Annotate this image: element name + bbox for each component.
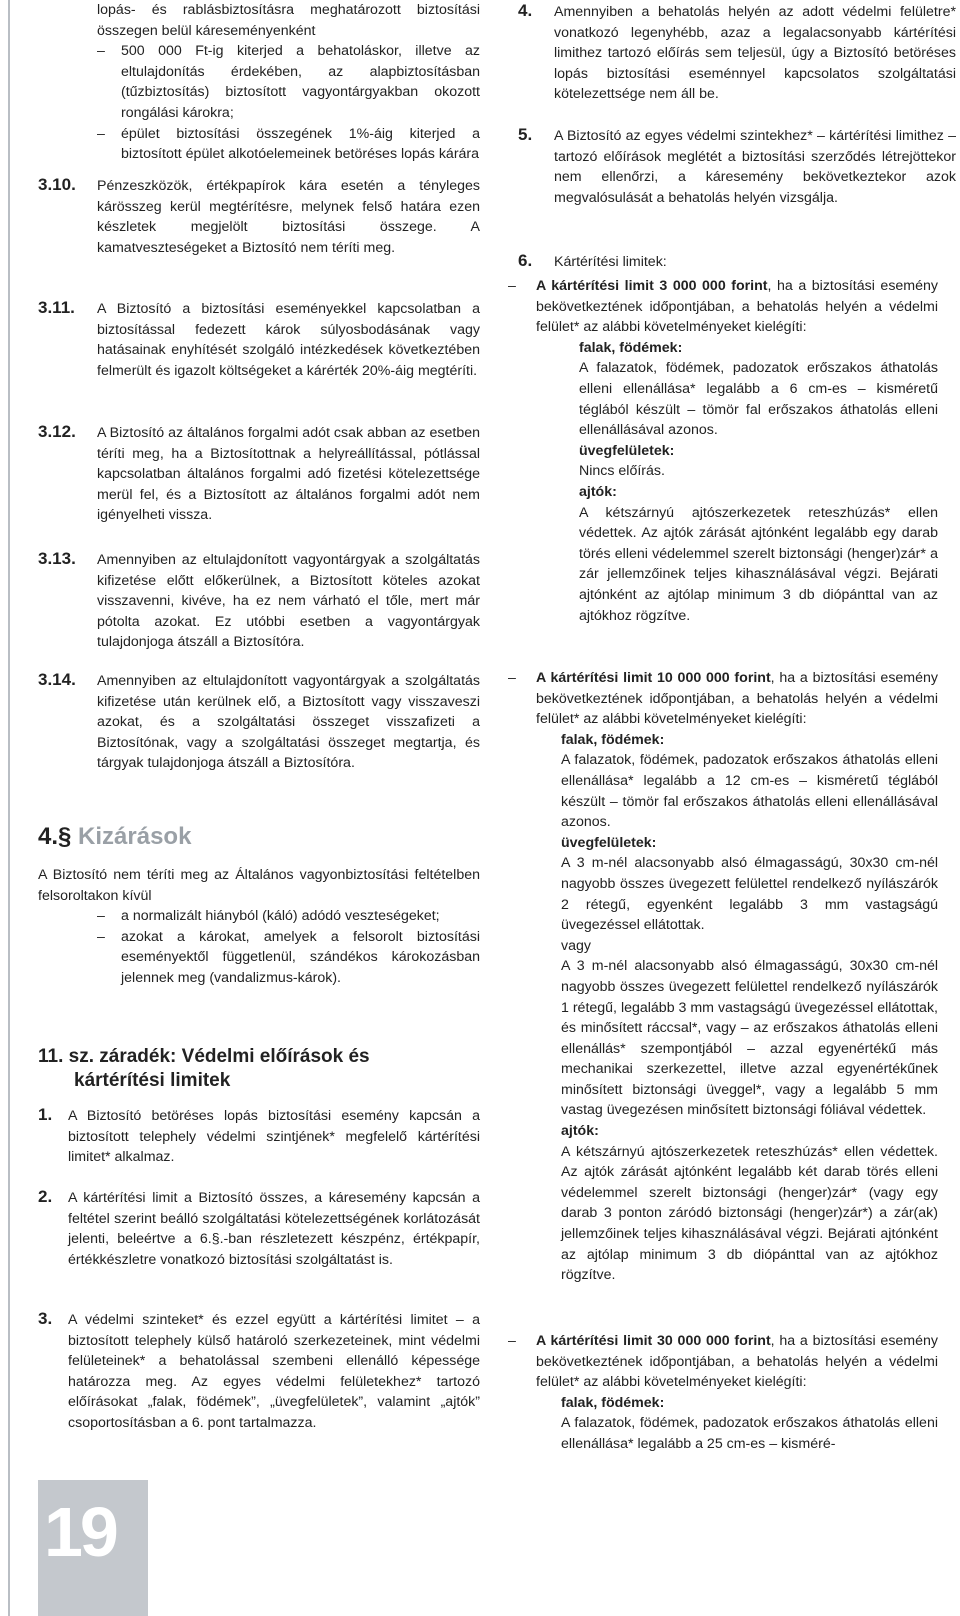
clause-item-3 (38, 1310, 480, 1434)
clause-item-5 (518, 125, 956, 208)
paragraph-3-14 (38, 671, 480, 774)
clause-heading: 11. sz. záradék: Védelmi előírások és kártérítési limitek (38, 1046, 370, 1091)
limit-3m (518, 276, 938, 626)
subheading-doors: ajtók: (579, 483, 617, 500)
paragraph-number: 3.10. (38, 175, 76, 194)
section-title: Kizárások (78, 823, 192, 850)
clause-item-2 (38, 1188, 480, 1270)
limit-amount: A kártérítési limit 10 000 000 forint (536, 670, 771, 686)
glass-text: A 3 m-nél alacsonyabb alsó élmagasságú, 30x30 cm-nél nagyobb összes üvegezett felülettel rendelkező nyílászárók 2 rétegű, egyenként legalább 3 mm vastagságú üvegezéssel ellátottak. (561, 855, 938, 934)
limit-amount: A kártérítési limit 3 000 000 forint (536, 278, 768, 294)
paragraph-number: 3.11. (38, 298, 75, 317)
clause-number: 3. (38, 1309, 53, 1328)
continuation-item: – épület biztosítási összegének 1%-áig kiterjed a biztosított épület alkotóelemeinek betöréses lopás kárára (38, 124, 480, 165)
clause-text: A Biztosító betöréses lopás biztosítási esemény kapcsán a biztosított telephely védelmi szintjének* megfelelő kártérítési limitet* alkalmaz. (68, 1108, 480, 1166)
paragraph-number: 3.13. (38, 549, 76, 568)
paragraph-3-13 (38, 550, 480, 653)
clause-number: 2. (38, 1187, 53, 1206)
limit-30m (536, 1331, 938, 1455)
glass-text-alt: A 3 m-nél alacsonyabb alsó élmagasságú, 30x30 cm-nél nagyobb összes üvegezett felülettel rendelkező nyílászárók 1 rétegű, legalább 3 mm vastagságú üvegezéssel ellátottak, és minősített ráccsal*, vagy – az erőszakos áthatolás elleni ellenállás* szempontjából – azzal egyenértékű más mechanikai szerkezettel, illetve azzal egyenértékűnek minősített biztonsági üveggel*, vagy a legalább 5 mm vastag üvegezésen minősített biztonsági fóliával védettek. (561, 958, 938, 1119)
clause-text: A kártérítési limit a Biztosító összes, a káresemény kapcsán a feltétel szerint beálló szolgáltatási kötelezettségének korlátozását jelenti, beleértve a 6.§.-ban részletezett készpénz, értékpapír, értékkészletre vonatkozó biztosítási szolgáltatást is. (68, 1190, 480, 1268)
exclusions-intro: A Biztosító nem téríti meg az Általános vagyonbiztosítási feltételben felsoroltakon kívül (38, 867, 480, 904)
exclusion-item: – a normalizált hiányból (káló) adódó veszteségeket; (38, 906, 480, 927)
continuation-heading: lopás- és rablásbiztosításra meghatározott biztosítási összegen belül káreseményenként (97, 2, 480, 39)
walls-text: A falazatok, födémek, padozatok erőszakos áthatolás elleni ellenállása* legalább a 25 cm-es – kisméré- (561, 1415, 938, 1452)
section-number: 4.§ (38, 823, 72, 850)
subheading-walls: falak, födémek: (579, 339, 683, 356)
continuation-item: – 500 000 Ft-ig kiterjed a behatoláskor, illetve az eltulajdonítás érdekében, az alapbiztosításban (tűzbiztosítás) biztosított vagyontárgyakban okozott rongálási károkra; (38, 41, 480, 123)
clause-item-4 (518, 1, 956, 105)
clause-number: 6. (518, 251, 533, 270)
walls-text: A falazatok, födémek, padozatok erőszakos áthatolás elleni ellenállása* legalább a 6 cm-es – kisméretű téglából készült – tömör fal erőszakos áthatolás elleni ellenállásával azonos. (579, 360, 938, 439)
clause-item-1 (38, 1106, 480, 1168)
section-heading (38, 822, 191, 852)
subheading-walls: falak, födémek: (561, 1394, 665, 1411)
doors-text: A kétszárnyú ajtószerkezetek reteszhúzás* ellen védettek. Az ajtók zárását ajtónként legalább egy darab törés elleni védelemmel szerelt biztonsági (henger)zár* a zár jellemzőinek teljes kihasználásával végzi. Bejárati ajtónként az ajtólap minimum 3 db diópánttal van az ajtókhoz rögzítve. (579, 504, 938, 624)
or-text: vagy (561, 937, 591, 954)
subheading-walls: falak, födémek: (561, 731, 665, 748)
exclusion-item: – azokat a károkat, amelyek a felsorolt biztosítási eseményektől függetlenül, szándékos károkozásban jelennek meg (vandalizmus-károk). (38, 927, 480, 989)
clause-item-6 (518, 251, 956, 273)
clause-text: A védelmi szinteket* és ezzel együtt a kártérítési limitet – a biztosított telephely külső határoló szerkezeteinek, mint védelmi felületeinek* a behatolással szembeni ellenálló képessége határozza meg. Az egyes védelmi felületekhez* tartozó előírásokat „falak, födémek”, „üvegfelületek”, valamint „ajtók” csoportosításban a 6. pont tartalmazza. (68, 1312, 480, 1431)
subheading-doors: ajtók: (561, 1123, 599, 1140)
page-number: 19 (44, 1493, 116, 1571)
limit-amount: A kártérítési limit 30 000 000 forint (536, 1333, 771, 1349)
walls-text: A falazatok, födémek, padozatok erőszakos áthatolás elleni ellenállása* legalább a 12 cm-es – kisméretű téglából készült – tömör fal erőszakos áthatolás elleni ellenállásával azonos. (561, 752, 938, 831)
doors-text: A kétszárnyú ajtószerkezetek reteszhúzás* ellen védettek. Az ajtók zárását ajtónként legalább két darab törés elleni védelemmel szerelt biztonsági (henger)zár* (vagy egy darab 3 ponton záródó biztonsági (henger)zár*) a zár(ak) jellemzőinek teljes kihasználásával végzi. Bejárati ajtónként az ajtólap minimum 3 db diópánttal van az ajtókhoz rögzítve. (561, 1143, 938, 1284)
page-edge-line (8, 0, 10, 1616)
paragraph-text: Pénzeszközök, értékpapírok kára esetén a tényleges kárösszeg kerül megtérítésre, melynek felső határa ezen készletek megjelölt biztosítási összege. A kamatveszteségeket a Biztosító nem téríti meg. (97, 178, 480, 256)
clause-text: Kártérítési limitek: (554, 254, 667, 270)
paragraph-3-12 (38, 423, 480, 526)
clause-text: A Biztosító az egyes védelmi szintekhez* – kártérítési limithez – tartozó előírások meglétét a biztosítási szerződés létrejöttekor nem ellenőrzi, a káresemény bekövetkeztekor azok megvalósulását a behatolás helyén vizsgálja. (554, 128, 956, 206)
limit-condition: , ha a biztosítási esemény bekövetkeztének időpontjában, a behatolás helyén a védelmi felület* az alábbi követelményeket kielégíti: (536, 1333, 938, 1391)
glass-text: Nincs előírás. (579, 463, 665, 480)
paragraph-text: A Biztosító a biztosítási eseményekkel kapcsolatban a biztosítással fedezett károk súlyosbodásának vagy hatásainak enyhítését szolgáló intézkedések következtében felmerült és igazolt költségeket a kárérték 20%-áig megtéríti. (97, 301, 480, 379)
limit-condition: , ha a biztosítási esemény bekövetkeztének időpontjában, a behatolás helyén a védelmi felület* az alábbi követelményeket kielégíti: (536, 670, 938, 728)
paragraph-text: Amennyiben az eltulajdonított vagyontárgyak a szolgáltatás kifizetése előtt előkerülnek, a Biztosított köteles azokat visszavenni, kivéve, ha ez nem várható el tőle, mert már pótolta azokat. Ez utóbbi esetben a vagyontárgyak tulajdonjoga átszáll a Biztosítóra. (97, 552, 480, 651)
limit-10m (536, 668, 938, 1286)
paragraph-3-10 (38, 176, 480, 258)
limit-condition: , ha a biztosítási esemény bekövetkeztének időpontjában, a behatolás helyén a védelmi felület* az alábbi követelményeket kielégíti: (536, 278, 938, 336)
subheading-glass: üvegfelületek: (561, 834, 657, 851)
paragraph-3-11 (38, 299, 480, 381)
paragraph-number: 3.14. (38, 670, 76, 689)
clause-number: 4. (518, 1, 533, 20)
clause-number: 1. (38, 1105, 53, 1124)
clause-text: Amennyiben a behatolás helyén az adott védelmi felületre* vonatkozó legenyhébb, azaz a legalacsonyabb kártérítési limithez tartozó előírás sem teljesül, úgy a Biztosító betöréses lopás biztosítási eseménnyel kapcsolatos szolgáltatási kötelezettsége nem áll be. (554, 4, 956, 103)
subheading-glass: üvegfelületek: (579, 442, 675, 459)
clause-number: 5. (518, 125, 533, 144)
paragraph-text: A Biztosító az általános forgalmi adót csak abban az esetben téríti meg, ha a Biztosítottnak a helyreállítással, pótlással kapcsolatban általános forgalmi adó fizetési kötelezettsége merül fel, és a Biztosított az általános forgalmi adót nem igényelheti vissza. (97, 425, 480, 524)
paragraph-text: Amennyiben az eltulajdonított vagyontárgyak a szolgáltatás kifizetése után kerülnek elő, a Biztosított vagy visszaveszi azokat, és a szolgáltatási összeget visszafizeti a Biztosítónak, vagy a szolgáltatási összeget megtartja, és tárgyak tulajdonjoga átszáll a Biztosítóra. (97, 673, 480, 772)
paragraph-number: 3.12. (38, 422, 76, 441)
